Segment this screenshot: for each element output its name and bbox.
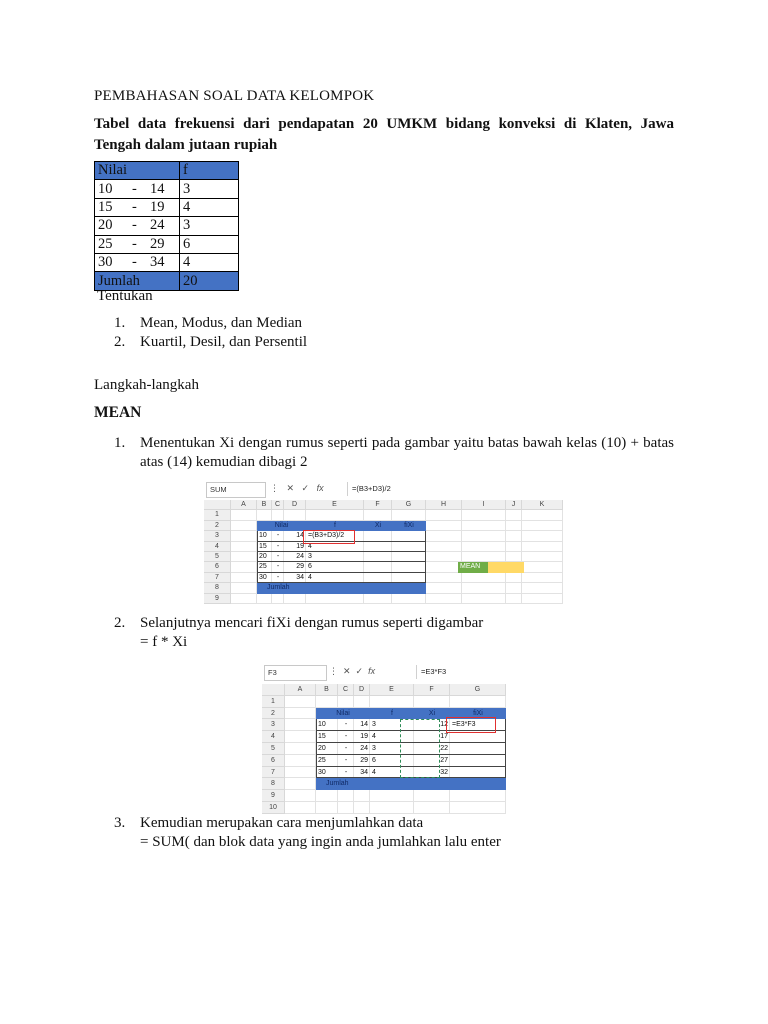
column-header: D — [284, 500, 306, 510]
class-high: 34 — [150, 254, 165, 271]
data-cell: - — [276, 563, 280, 571]
intro-word: dari — [243, 116, 270, 132]
grid-cell — [426, 521, 462, 531]
grid-cell — [522, 573, 563, 583]
data-cell: 30 — [259, 573, 267, 581]
data-cell: 20 — [259, 553, 267, 560]
task-item: 2. Kuartil, Desil, dan Persentil — [114, 334, 308, 350]
table-cell: 4 — [180, 198, 239, 216]
class-dash: - — [132, 254, 137, 271]
mean-label: MEAN — [458, 562, 494, 572]
table-header-cell: Nilai — [336, 709, 350, 717]
table-header-cell: Xi — [428, 709, 436, 717]
grid-cell — [426, 562, 462, 572]
grid-cell — [506, 583, 522, 593]
grid-cell — [522, 562, 563, 572]
table-cell: Jumlah — [95, 272, 180, 290]
class-low: 25 — [98, 235, 113, 252]
steps-heading: Langkah-langkah — [94, 377, 199, 393]
class-low: 10 — [98, 180, 113, 197]
column-header: B — [316, 684, 338, 696]
grid-cell — [426, 573, 462, 583]
data-cell: 15 — [318, 733, 326, 741]
row-header: 9 — [204, 594, 231, 604]
data-cell: 4 — [372, 733, 376, 741]
intro-word: di — [563, 116, 577, 132]
copy-marquee — [400, 719, 440, 778]
grid-cell — [285, 778, 316, 790]
class-low: 15 — [98, 198, 113, 215]
grid-cell — [414, 802, 450, 814]
table-cell — [95, 198, 180, 216]
data-cell: 34 — [296, 573, 304, 581]
grid-cell — [354, 790, 370, 802]
intro-word: data — [137, 116, 167, 132]
grid-cell — [338, 696, 354, 708]
column-header: D — [354, 684, 370, 696]
grid-cell — [522, 542, 563, 552]
grid-cell — [354, 802, 370, 814]
row-header: 4 — [204, 542, 231, 552]
step-2: 2. Selanjutnya mencari fiXi dengan rumus seperti digambar = f * Xi — [114, 615, 484, 650]
intro-line-2: Tengah dalam jutaan rupiah — [94, 137, 278, 153]
data-cell: 25 — [318, 756, 326, 764]
row-header: 3 — [262, 719, 285, 731]
grid-cell — [506, 552, 522, 562]
table-cell — [95, 217, 180, 235]
frequency-table — [94, 161, 239, 291]
grid-cell — [392, 594, 426, 604]
grid-cell — [426, 531, 462, 541]
row-header: 5 — [262, 743, 285, 755]
grid-cell — [392, 510, 426, 520]
class-low: 20 — [98, 217, 113, 234]
table-header-cell: fiXi — [404, 521, 414, 529]
table-cell: 3 — [180, 217, 239, 235]
data-cell: 4 — [372, 768, 376, 776]
grid-cell — [462, 573, 506, 583]
data-cell: 15 — [259, 542, 267, 550]
data-cell: - — [344, 721, 348, 729]
column-header: G — [392, 500, 426, 510]
class-range — [98, 181, 165, 198]
grid-cell — [285, 708, 316, 720]
grid-cell — [285, 767, 316, 779]
grid-cell — [364, 510, 392, 520]
grid-cell — [426, 542, 462, 552]
intro-word: Jawa — [640, 116, 674, 132]
intro-paragraph — [94, 114, 674, 156]
column-header: I — [462, 500, 506, 510]
table-row — [95, 253, 239, 271]
column-header: A — [285, 684, 316, 696]
table-border — [257, 562, 426, 572]
grid-cell — [231, 531, 257, 541]
intro-line-1 — [94, 114, 674, 135]
row-header: 4 — [262, 731, 285, 743]
class-high: 14 — [150, 180, 165, 197]
grid-cell — [522, 521, 563, 531]
grid-cell — [231, 562, 257, 572]
grid-cell — [506, 542, 522, 552]
intro-word: Tabel — [94, 116, 130, 132]
data-cell: 10 — [259, 532, 267, 540]
row-header: 2 — [204, 521, 231, 531]
grid-cell — [506, 531, 522, 541]
table-cell: f — [180, 162, 239, 180]
grid-cell — [426, 583, 462, 593]
data-cell: - — [276, 573, 280, 581]
data-cell: 24 — [360, 745, 368, 752]
formula-cell: =(B3+D3)/2 — [308, 532, 345, 540]
data-cell: 3 — [372, 721, 376, 729]
task-list — [114, 314, 308, 352]
table-total-label: Jumlah — [267, 584, 290, 592]
grid-cell — [284, 510, 306, 520]
grid-cell — [316, 802, 338, 814]
class-dash: - — [132, 217, 137, 234]
grid-cell — [257, 594, 272, 604]
name-box: F3 — [264, 665, 327, 681]
data-cell: - — [344, 733, 348, 741]
data-cell: 30 — [318, 768, 326, 776]
table-header-cell: fiXi — [473, 709, 483, 717]
data-cell: 27 — [440, 756, 448, 764]
grid-cell — [370, 696, 414, 708]
column-header: A — [231, 500, 257, 510]
column-header: C — [338, 684, 354, 696]
step-1: 1. Menentukan Xi dengan rumus seperti pada gambar yaitu batas bawah kelas (10) + batas atas (14) kemudian dibagi 2 — [114, 435, 674, 470]
formula-bar — [262, 662, 506, 685]
grid-cell — [231, 510, 257, 520]
tentukan-label: Tentukan — [97, 288, 153, 304]
column-header: E — [370, 684, 414, 696]
data-cell: 6 — [308, 563, 312, 571]
table-total-label: Jumlah — [326, 780, 349, 788]
grid-cell — [285, 790, 316, 802]
grid-cell — [285, 802, 316, 814]
row-header: 8 — [204, 583, 231, 593]
class-range — [98, 199, 165, 216]
class-dash: - — [132, 235, 137, 252]
grid-cell — [370, 802, 414, 814]
formula-bar — [204, 480, 563, 501]
grid-cell — [506, 594, 522, 604]
row-header: 6 — [262, 755, 285, 767]
class-dash: - — [132, 198, 137, 215]
class-range — [98, 254, 165, 271]
grid-cell — [426, 594, 462, 604]
name-box: SUM — [206, 482, 266, 498]
data-cell: 3 — [308, 553, 312, 560]
intro-word: UMKM — [386, 116, 438, 132]
formula-highlight — [303, 530, 355, 543]
row-header: 6 — [204, 562, 231, 572]
grid-cell — [450, 790, 506, 802]
data-cell: - — [276, 553, 280, 560]
grid-cell — [231, 542, 257, 552]
grid-cell — [522, 594, 563, 604]
data-cell: 14 — [296, 532, 304, 540]
table-row — [95, 217, 239, 235]
grid-cell — [306, 510, 364, 520]
data-cell: 29 — [296, 563, 304, 571]
grid-cell — [462, 521, 506, 531]
grid-cell — [426, 510, 462, 520]
table-cell: 20 — [180, 272, 239, 290]
column-header: F — [414, 684, 450, 696]
data-cell: 4 — [308, 573, 312, 581]
grid-cell — [522, 552, 563, 562]
task-item: 1. Mean, Modus, dan Median — [114, 315, 303, 331]
table-header-row — [95, 162, 239, 180]
grid-cell — [522, 583, 563, 593]
data-cell: 20 — [318, 745, 326, 752]
column-header: C — [272, 500, 284, 510]
formula-text: =E3*F3 — [416, 665, 506, 679]
grid-cell — [462, 542, 506, 552]
grid-cell — [522, 510, 563, 520]
intro-word: pendapatan — [278, 116, 355, 132]
excel-screenshot-xi-formula — [204, 480, 563, 604]
select-all-corner — [204, 500, 231, 510]
table-cell — [95, 253, 180, 271]
grid-cell — [231, 521, 257, 531]
table-cell — [95, 235, 180, 253]
grid-cell — [506, 510, 522, 520]
intro-word: bidang — [445, 116, 490, 132]
grid-cell — [285, 755, 316, 767]
table-border — [257, 573, 426, 583]
data-cell: - — [344, 756, 348, 764]
class-range — [98, 217, 165, 234]
intro-word: konveksi — [498, 116, 556, 132]
data-cell: 17 — [440, 733, 448, 741]
data-cell: 29 — [360, 756, 368, 764]
mean-heading: MEAN — [94, 404, 142, 421]
column-header: F — [364, 500, 392, 510]
grid-cell — [426, 552, 462, 562]
grid-cell — [272, 510, 284, 520]
grid-cell — [462, 583, 506, 593]
grid-cell — [272, 594, 284, 604]
class-low: 30 — [98, 254, 113, 271]
data-cell: 19 — [296, 542, 304, 550]
grid-cell — [231, 573, 257, 583]
grid-cell — [450, 696, 506, 708]
table-cell: 3 — [180, 180, 239, 198]
grid-cell — [316, 696, 338, 708]
step-3: 3. Kemudian merupakan cara menjumlahkan data = SUM( dan blok data yang ingin anda jumlahkan lalu enter — [114, 815, 501, 850]
column-header: K — [522, 500, 563, 510]
table-header-cell: Xi — [374, 521, 382, 529]
table-header-cell: f — [334, 521, 336, 529]
table-header-cell: f — [391, 709, 393, 717]
data-cell: 14 — [360, 721, 368, 729]
grid-cell — [306, 594, 364, 604]
formula-highlight — [446, 717, 496, 733]
grid-cell — [285, 696, 316, 708]
column-header: E — [306, 500, 364, 510]
grid-cell — [522, 531, 563, 541]
data-cell: 34 — [360, 768, 368, 776]
grid-cell — [257, 510, 272, 520]
grid-cell — [285, 743, 316, 755]
grid-cell — [462, 594, 506, 604]
grid-cell — [450, 802, 506, 814]
data-cell: - — [276, 532, 280, 540]
row-header: 1 — [262, 696, 285, 708]
row-header: 5 — [204, 552, 231, 562]
grid-cell — [231, 594, 257, 604]
column-header: B — [257, 500, 272, 510]
grid-cell — [506, 573, 522, 583]
class-range — [98, 236, 165, 253]
grid-cell — [414, 790, 450, 802]
data-cell: 25 — [259, 563, 267, 571]
table-cell: 4 — [180, 253, 239, 271]
data-cell: 4 — [308, 542, 312, 550]
document-title: PEMBAHASAN SOAL DATA KELOMPOK — [94, 88, 375, 104]
grid-cell — [284, 594, 306, 604]
row-header: 9 — [262, 790, 285, 802]
column-header: J — [506, 500, 522, 510]
data-cell: - — [344, 768, 348, 776]
intro-word: 20 — [362, 116, 378, 132]
table-cell: Nilai — [95, 162, 180, 180]
column-header: H — [426, 500, 462, 510]
data-cell: 32 — [440, 768, 448, 776]
data-cell: 22 — [440, 745, 448, 752]
row-header: 2 — [262, 708, 285, 720]
table-row — [95, 235, 239, 253]
data-cell: 19 — [360, 733, 368, 741]
table-cell: 6 — [180, 235, 239, 253]
class-high: 29 — [150, 235, 165, 252]
formula-icons: ⋮ ✕ ✓ fx — [270, 483, 324, 493]
class-dash: - — [132, 180, 137, 197]
row-header: 10 — [262, 802, 285, 814]
table-cell — [95, 180, 180, 198]
grid-cell — [338, 802, 354, 814]
grid-cell — [231, 583, 257, 593]
grid-cell — [462, 552, 506, 562]
grid-cell — [462, 531, 506, 541]
formula-icons: ⋮ ✕ ✓ fx — [329, 666, 376, 676]
data-cell: 24 — [296, 553, 304, 560]
formula-text: =(B3+D3)/2 — [347, 482, 562, 496]
class-high: 24 — [150, 217, 165, 234]
grid-cell — [285, 731, 316, 743]
grid-cell — [364, 594, 392, 604]
data-cell: - — [276, 542, 280, 550]
grid-cell — [414, 696, 450, 708]
formula-cell: =E3*F3 — [452, 721, 476, 729]
grid-cell — [285, 719, 316, 731]
table-border — [257, 552, 426, 562]
data-cell: 12 — [440, 721, 448, 729]
grid-cell — [316, 790, 338, 802]
class-high: 19 — [150, 198, 165, 215]
grid-cell — [462, 510, 506, 520]
excel-screenshot-fixi-formula — [262, 662, 506, 811]
table-header-cell: Nilai — [274, 521, 289, 529]
data-cell: 3 — [372, 745, 376, 752]
table-row — [95, 198, 239, 216]
grid-cell — [231, 552, 257, 562]
table-row — [95, 180, 239, 198]
data-cell: - — [344, 745, 348, 752]
column-header: G — [450, 684, 506, 696]
row-header: 1 — [204, 510, 231, 520]
grid-cell — [338, 790, 354, 802]
data-cell: 10 — [318, 721, 326, 729]
mean-value-cell — [488, 562, 524, 572]
grid-cell — [506, 521, 522, 531]
row-header: 7 — [262, 767, 285, 779]
select-all-corner — [262, 684, 285, 696]
grid-cell — [354, 696, 370, 708]
row-header: 8 — [262, 778, 285, 790]
grid-cell — [370, 790, 414, 802]
data-cell: 6 — [372, 756, 376, 764]
intro-word: Klaten, — [584, 116, 633, 132]
intro-word: frekuensi — [174, 116, 235, 132]
row-header: 7 — [204, 573, 231, 583]
row-header: 3 — [204, 531, 231, 541]
